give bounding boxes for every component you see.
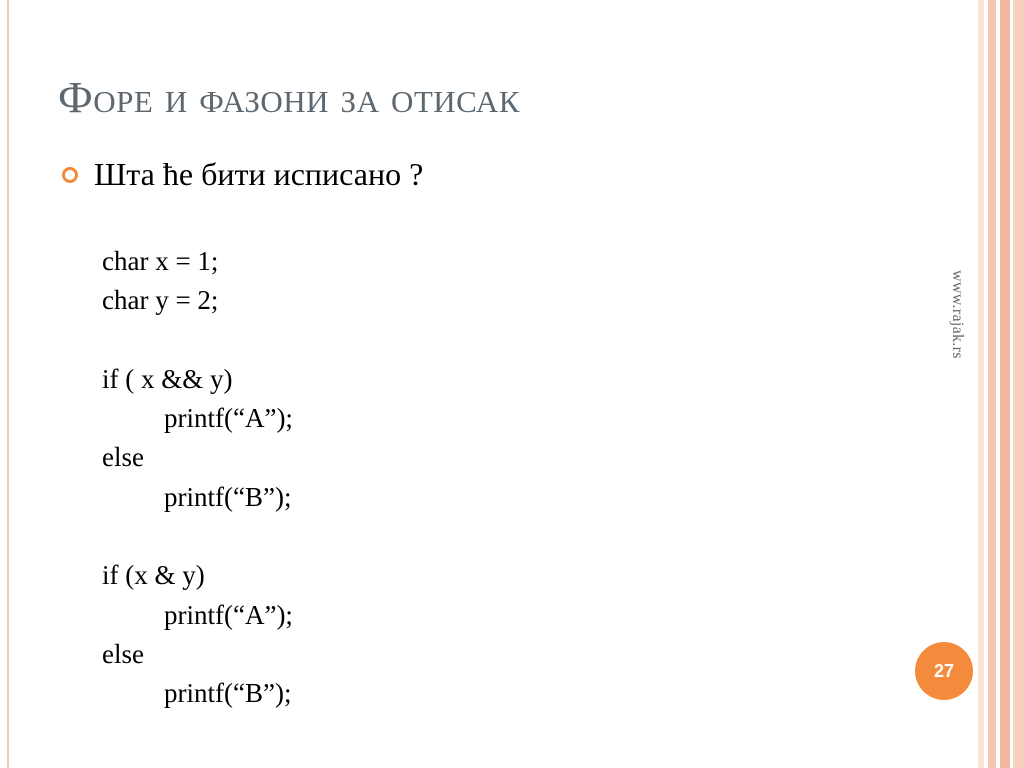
code-line: char y = 2; [102,285,219,316]
code-line: else [102,638,144,669]
hollow-circle-bullet-icon [62,167,78,183]
side-url: www.rajak.rs [949,270,966,359]
page-number: 27 [933,660,955,681]
code-line: printf(“A”); [164,403,293,434]
right-stripe-decoration [988,0,996,768]
code-line [102,517,293,556]
slide-title: Форе и фазони за отисак [58,73,520,122]
code-line: printf(“B”); [164,481,292,512]
bullet-item [62,156,423,193]
code-line: printf(“B”); [164,678,292,709]
code-line [102,321,293,360]
code-block [102,242,293,714]
code-line: printf(“A”); [164,599,293,630]
page-number-badge [915,642,973,700]
right-stripe-decoration [1000,0,1010,768]
code-line: else [102,442,144,473]
code-line: if ( x && y) [102,363,233,394]
bullet-text: Шта ће бити исписано ? [94,156,424,192]
right-stripe-decoration [1013,0,1024,768]
left-border-decoration [7,0,9,768]
code-line: if (x & y) [102,560,205,591]
code-line: char x = 1; [102,246,219,276]
